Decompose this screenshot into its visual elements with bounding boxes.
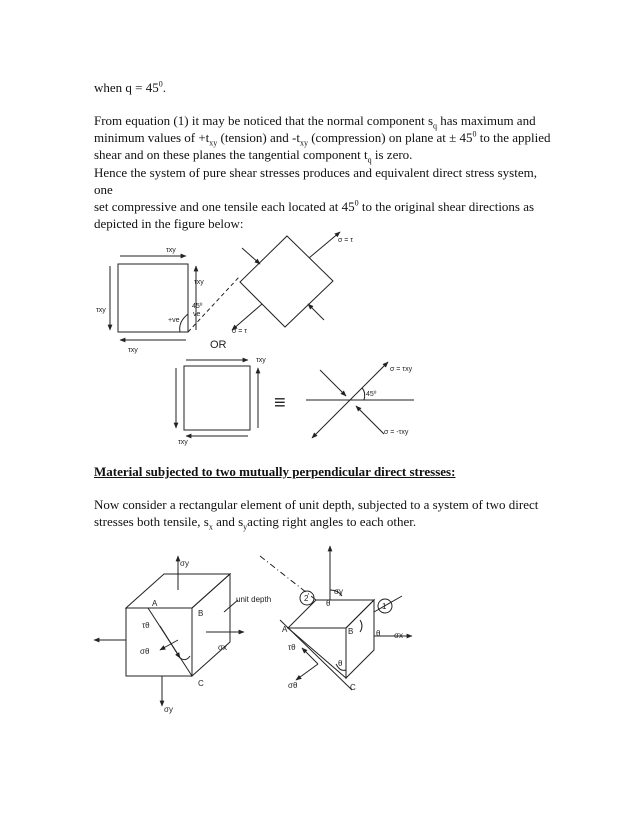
sigma-x-label-wedge: σx xyxy=(394,631,403,640)
point-c-label: C xyxy=(198,679,204,688)
text-span: shear and on these planes the tangential component t xyxy=(94,147,368,162)
point-b-label-wedge: B xyxy=(348,627,354,636)
plus-ve-label: +ve xyxy=(168,317,180,324)
sigma-theta-label-wedge: σθ xyxy=(288,681,298,690)
block-front-face xyxy=(126,608,192,676)
circle-label-2: 2 xyxy=(304,594,309,603)
tau-label-top: τxy xyxy=(166,247,176,254)
sigma-negative-label: σ = -τxy xyxy=(384,429,409,436)
sigma-theta-arrow xyxy=(160,640,178,650)
subscript: q xyxy=(367,155,372,165)
equivalence-symbol: ≡ xyxy=(274,392,286,414)
tau-label-right: τxy xyxy=(194,279,204,286)
unit-depth-label: unit depth xyxy=(236,595,272,604)
theta-label-side: θ xyxy=(376,629,381,638)
text-span: to the original shear directions as xyxy=(358,199,535,214)
text-span: (compression) on plane at ± 45 xyxy=(307,130,473,145)
tau-label-lower-top: τxy xyxy=(256,357,266,364)
wedge-side-face xyxy=(346,600,374,678)
wedge-front-face xyxy=(288,628,346,678)
subscript: y xyxy=(243,522,248,532)
paragraph-line: Now consider a rectangular element of unit depth, subjected to a system of two direct xyxy=(94,497,539,512)
theta-label-top: θ xyxy=(326,599,331,608)
tau-theta-arrow-wedge xyxy=(302,648,318,664)
text-span: From equation (1) it may be noticed that the normal component s xyxy=(94,113,434,128)
tau-theta-arrow xyxy=(160,626,180,658)
subscript: xy xyxy=(299,138,308,148)
point-a-label-wedge: A xyxy=(282,625,288,634)
point-c-label-wedge: C xyxy=(350,683,356,692)
text-span: acting right angles to each other. xyxy=(247,514,417,529)
theta-arc-side xyxy=(360,620,362,632)
angle-label: 45º xyxy=(192,303,203,310)
text-span: set compressive and one tensile each located at 45 xyxy=(94,199,355,214)
text-span: minimum values of +t xyxy=(94,130,210,145)
text-span: when q = 45 xyxy=(94,80,159,95)
paragraph-line: depicted in the figure below: xyxy=(94,216,244,231)
section-heading: Material subjected to two mutually perpendicular direct stresses: xyxy=(94,464,456,479)
point-a-label: A xyxy=(152,599,158,608)
sigma-tau-bottom: σ = τ xyxy=(232,328,248,335)
text-span: and s xyxy=(212,514,244,529)
sigma-theta-label: σθ xyxy=(140,647,150,656)
tau-label-lower-bottom: τxy xyxy=(178,439,188,446)
circle-label-1: 1 xyxy=(382,602,387,611)
superscript: 0 xyxy=(354,198,359,208)
text-span: . xyxy=(162,80,166,95)
sigma-theta-arrow-wedge xyxy=(296,664,318,680)
tau-label-left: τxy xyxy=(96,307,106,314)
superscript: 0 xyxy=(472,129,477,139)
wedge-top-face xyxy=(288,600,374,628)
text-span: has maximum and xyxy=(437,113,536,128)
angle-label-cross: 45º xyxy=(366,391,377,398)
text-span: is zero. xyxy=(371,147,413,162)
tau-theta-label: τθ xyxy=(142,621,150,630)
block-side-face xyxy=(192,574,230,676)
superscript: 0 xyxy=(158,79,163,89)
plane-line xyxy=(280,620,352,690)
text-span: stresses both tensile, s xyxy=(94,514,209,529)
text-span: (tension) and -t xyxy=(217,130,300,145)
tau-theta-label-wedge: τθ xyxy=(288,643,296,652)
subscript: x xyxy=(208,522,213,532)
paragraph-line: Hence the system of pure shear stresses produces and equivalent direct stress system, one xyxy=(94,165,537,197)
sigma-x-label-right: σx xyxy=(218,643,227,652)
subscript: xy xyxy=(209,138,218,148)
sigma-positive-label: σ = τxy xyxy=(390,366,413,373)
sigma-y-label-wedge: σy xyxy=(334,587,343,596)
point-b-label: B xyxy=(198,609,204,618)
sigma-y-label-bottom: σy xyxy=(164,705,173,714)
subscript: q xyxy=(433,121,438,131)
text-span: to the applied xyxy=(476,130,551,145)
sigma-y-label-top: σy xyxy=(180,559,189,568)
or-label: OR xyxy=(210,339,227,351)
theta-label-bottom: θ xyxy=(338,659,343,668)
sigma-tau-top: σ = τ xyxy=(338,237,354,244)
theta-arc-left xyxy=(180,656,190,660)
tau-label-bottom: τxy xyxy=(128,347,138,354)
ve-label: ve xyxy=(193,311,201,318)
